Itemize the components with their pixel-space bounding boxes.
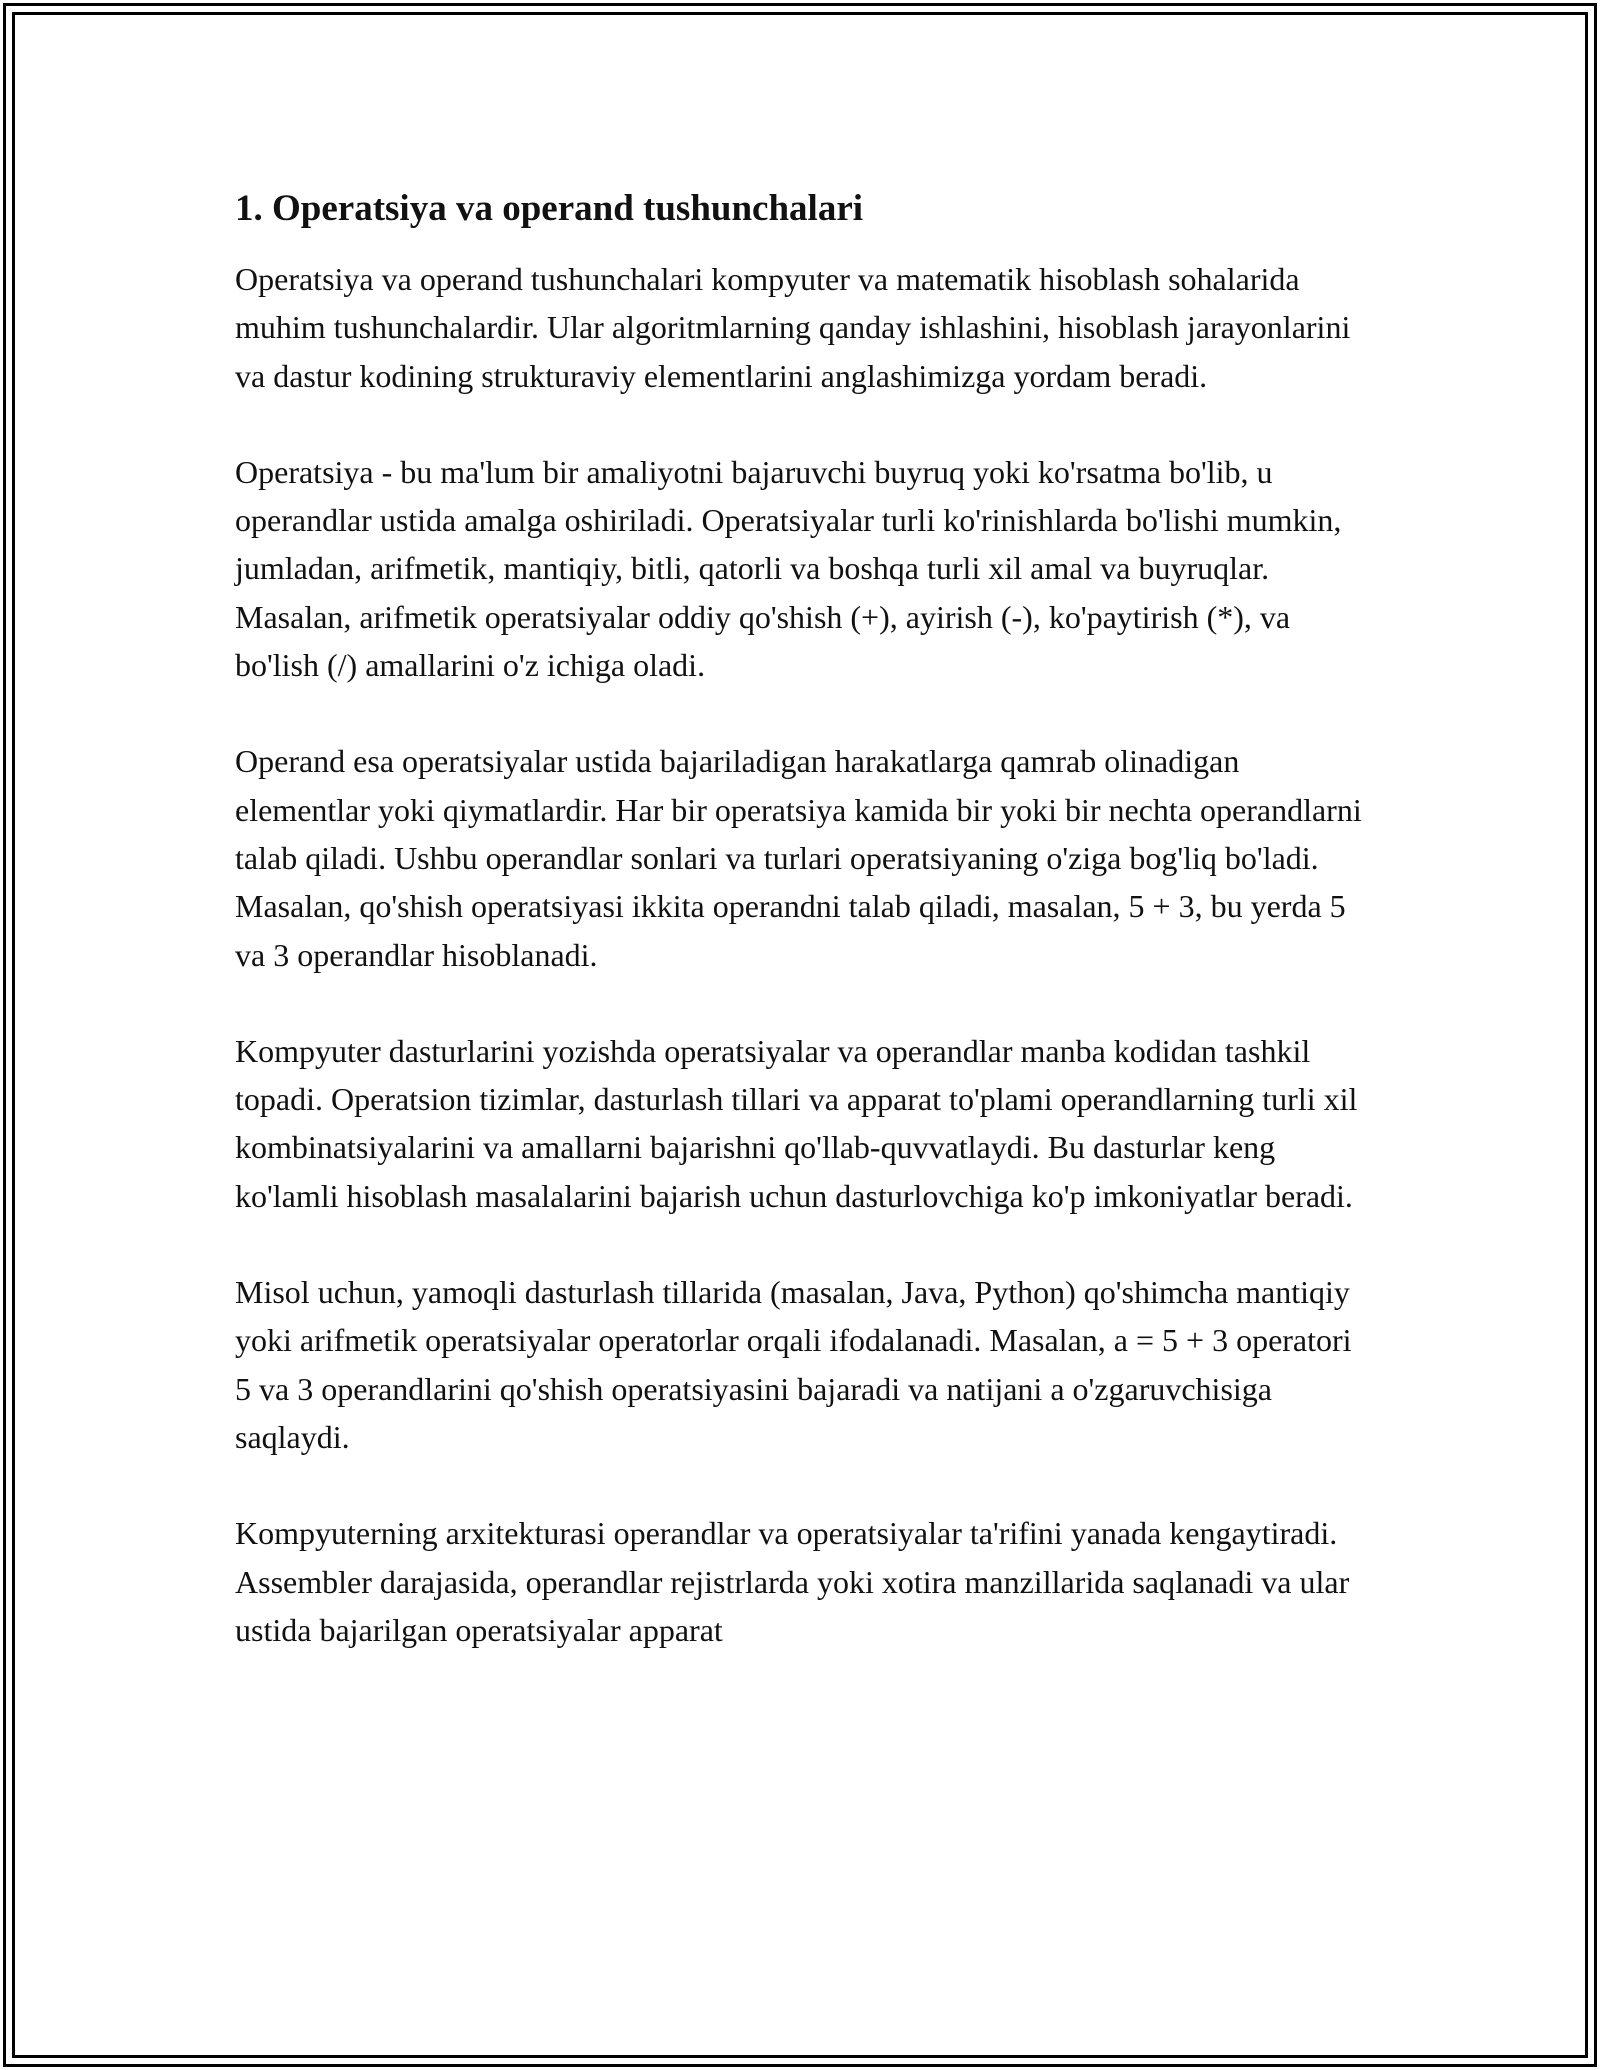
paragraph-architecture: Kompyuterning arxitekturasi operandlar va operatsiyalar ta'rifini yanada kengaytiradi. Assembler darajasida, operandlar rejistrlarda yoki xotira manzillarida saqlanadi va ular ustida bajarilgan operatsiyalar apparat bbox=[235, 1515, 1350, 1648]
document-body bbox=[235, 185, 1375, 1654]
section-heading: 1. Operatsiya va operand tushunchalari bbox=[235, 188, 864, 229]
paragraph-programming: Kompyuter dasturlarini yozishda operatsiyalar va operandlar manba kodidan tashkil topadi. Operatsion tizimlar, dasturlash tillari va apparat to'plami operandlarning turli xil kombinatsiyalarini va amallarni bajarishni qo'llab-quvvatlaydi. Bu dasturlar keng ko'lamli hisoblash masalalarini bajarish uchun dasturlovchiga ko'p imkoniyatlar beradi. bbox=[235, 1032, 1358, 1214]
paragraph-operation-definition: Operatsiya - bu ma'lum bir amaliyotni bajaruvchi buyruq yoki ko'rsatma bo'lib, u operandlar ustida amalga oshiriladi. Operatsiyalar turli ko'rinishlarda bo'lishi mumkin, jumladan, arifmetik, mantiqiy, bitli, qatorli va boshqa turli xil amal va buyruqlar. Masalan, arifmetik operatsiyalar oddiy qo'shish (+), ayirish (-), ko'paytirish (*), va bo'lish (/) amallarini o'z ichiga oladi. bbox=[235, 453, 1342, 684]
paragraph-intro: Operatsiya va operand tushunchalari kompyuter va matematik hisoblash sohalarida muhim tushunchalardir. Ular algoritmlarning qanday ishlashini, hisoblash jarayonlarini va dastur kodining strukturaviy elementlarini anglashimizga yordam beradi. bbox=[235, 261, 1351, 394]
paragraph-operand-definition: Operand esa operatsiyalar ustida bajariladigan harakatlarga qamrab olinadigan elementlar yoki qiymatlardir. Har bir operatsiya kamida bir yoki bir nechta operandlarni talab qiladi. Ushbu operandlar sonlari va turlari operatsiyaning o'ziga bog'liq bo'ladi. Masalan, qo'shish operatsiyasi ikkita operandni talab qiladi, masalan, 5 + 3, bu yerda 5 va 3 operandlar hisoblanadi. bbox=[235, 743, 1362, 973]
paragraph-example: Misol uchun, yamoqli dasturlash tillarida (masalan, Java, Python) qo'shimcha mantiqiy yoki arifmetik operatsiyalar operatorlar orqali ifodalanadi. Masalan, a = 5 + 3 operatori 5 va 3 operandlarini qo'shish operatsiyasini bajaradi va natijani a o'zgaruvchisiga saqlaydi. bbox=[235, 1274, 1352, 1455]
